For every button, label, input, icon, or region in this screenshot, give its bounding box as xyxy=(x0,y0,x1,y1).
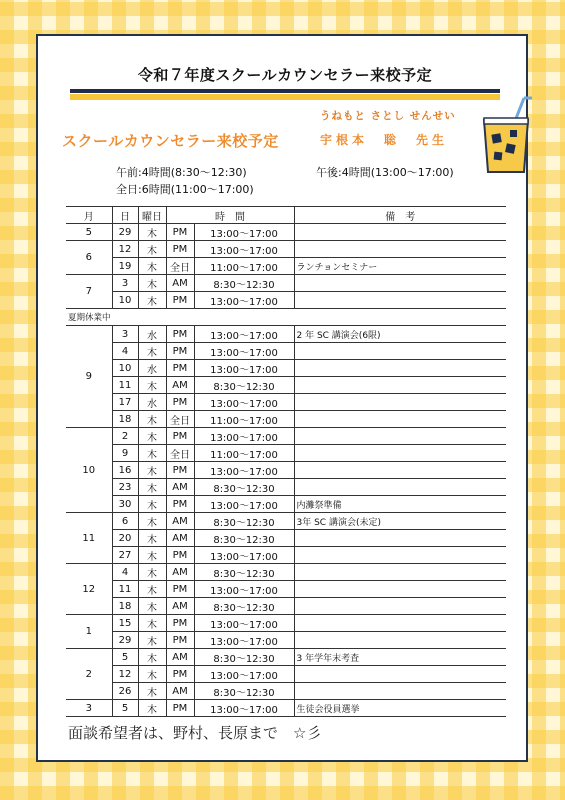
time-cell: 11:00～17:00 xyxy=(194,411,294,428)
day-cell: 15 xyxy=(112,615,138,632)
table-row xyxy=(66,683,506,700)
note-cell xyxy=(294,411,506,428)
time-cell: 8:30～12:30 xyxy=(194,530,294,547)
month-cell: 10 xyxy=(66,428,112,513)
weekday-cell: 木 xyxy=(138,615,166,632)
weekday-cell: 木 xyxy=(138,292,166,309)
period-cell: 全日 xyxy=(166,411,194,428)
time-cell: 13:00～17:00 xyxy=(194,462,294,479)
weekday-cell: 木 xyxy=(138,598,166,615)
period-cell: PM xyxy=(166,666,194,683)
note-cell xyxy=(294,343,506,360)
note-cell xyxy=(294,598,506,615)
day-cell: 2 xyxy=(112,428,138,445)
table-row xyxy=(66,615,506,632)
period-cell: PM xyxy=(166,632,194,649)
time-cell: 8:30～12:30 xyxy=(194,598,294,615)
weekday-cell: 木 xyxy=(138,632,166,649)
weekday-cell: 木 xyxy=(138,377,166,394)
table-row xyxy=(66,700,506,717)
header-weekday: 曜日 xyxy=(138,207,166,224)
time-cell: 8:30～12:30 xyxy=(194,377,294,394)
day-cell: 20 xyxy=(112,530,138,547)
table-row xyxy=(66,224,506,241)
note-cell xyxy=(294,547,506,564)
weekday-cell: 木 xyxy=(138,479,166,496)
period-cell: AM xyxy=(166,683,194,700)
table-row xyxy=(66,411,506,428)
day-cell: 30 xyxy=(112,496,138,513)
note-cell xyxy=(294,666,506,683)
weekday-cell: 木 xyxy=(138,258,166,275)
day-cell: 9 xyxy=(112,445,138,462)
header-day: 日 xyxy=(112,207,138,224)
period-cell: AM xyxy=(166,598,194,615)
weekday-cell: 木 xyxy=(138,530,166,547)
day-cell: 17 xyxy=(112,394,138,411)
time-cell: 13:00～17:00 xyxy=(194,394,294,411)
weekday-cell: 水 xyxy=(138,394,166,411)
time-cell: 13:00～17:00 xyxy=(194,428,294,445)
day-cell: 18 xyxy=(112,411,138,428)
note-cell xyxy=(294,394,506,411)
weekday-cell: 木 xyxy=(138,428,166,445)
header-time: 時 間 xyxy=(166,207,294,224)
month-cell: 6 xyxy=(66,241,112,275)
period-cell: PM xyxy=(166,360,194,377)
time-cell: 13:00～17:00 xyxy=(194,547,294,564)
period-cell: PM xyxy=(166,326,194,343)
note-cell xyxy=(294,445,506,462)
weekday-cell: 木 xyxy=(138,343,166,360)
header-notes: 備 考 xyxy=(294,207,506,224)
subtitle: スクールカウンセラー来校予定 xyxy=(62,132,279,150)
note-cell: 3 年学年末考査 xyxy=(294,649,506,666)
period-cell: PM xyxy=(166,241,194,258)
day-cell: 16 xyxy=(112,462,138,479)
day-cell: 27 xyxy=(112,547,138,564)
table-row xyxy=(66,377,506,394)
table-row xyxy=(66,564,506,581)
period-cell: PM xyxy=(166,581,194,598)
note-cell xyxy=(294,683,506,700)
time-cell: 13:00～17:00 xyxy=(194,241,294,258)
day-cell: 11 xyxy=(112,377,138,394)
time-cell: 13:00～17:00 xyxy=(194,360,294,377)
weekday-cell: 水 xyxy=(138,360,166,377)
day-cell: 10 xyxy=(112,360,138,377)
period-cell: AM xyxy=(166,275,194,292)
table-row xyxy=(66,241,506,258)
period-cell: AM xyxy=(166,564,194,581)
period-cell: AM xyxy=(166,530,194,547)
time-cell: 13:00～17:00 xyxy=(194,615,294,632)
weekday-cell: 木 xyxy=(138,496,166,513)
day-cell: 18 xyxy=(112,598,138,615)
iced-drink-icon xyxy=(480,94,532,178)
weekday-cell: 木 xyxy=(138,564,166,581)
section-label: 夏期休業中 xyxy=(66,309,112,326)
time-cell: 8:30～12:30 xyxy=(194,564,294,581)
weekday-cell: 木 xyxy=(138,462,166,479)
month-cell: 1 xyxy=(66,615,112,649)
note-cell: 生徒会役員選挙 xyxy=(294,700,506,717)
table-row xyxy=(66,292,506,309)
time-cell: 8:30～12:30 xyxy=(194,683,294,700)
note-cell xyxy=(294,632,506,649)
counselor-reading: うねもと さとし せんせい xyxy=(320,110,456,122)
weekday-cell: 木 xyxy=(138,513,166,530)
table-row xyxy=(66,530,506,547)
weekday-cell: 木 xyxy=(138,666,166,683)
table-row xyxy=(66,513,506,530)
note-cell: 内灘祭準備 xyxy=(294,496,506,513)
period-cell: 全日 xyxy=(166,258,194,275)
table-row xyxy=(66,343,506,360)
table-row xyxy=(66,649,506,666)
schedule-card xyxy=(36,34,528,762)
month-cell: 12 xyxy=(66,564,112,615)
table-row xyxy=(66,445,506,462)
note-cell xyxy=(294,462,506,479)
period-cell: PM xyxy=(166,615,194,632)
period-cell: PM xyxy=(166,394,194,411)
day-cell: 12 xyxy=(112,666,138,683)
weekday-cell: 水 xyxy=(138,326,166,343)
note-cell xyxy=(294,530,506,547)
weekday-cell: 木 xyxy=(138,241,166,258)
table-row xyxy=(66,479,506,496)
day-cell: 12 xyxy=(112,241,138,258)
period-cell: PM xyxy=(166,428,194,445)
weekday-cell: 木 xyxy=(138,411,166,428)
time-cell: 13:00～17:00 xyxy=(194,326,294,343)
time-cell: 8:30～12:30 xyxy=(194,275,294,292)
day-cell: 3 xyxy=(112,275,138,292)
am-hours: 午前:4時間(8:30～12:30) xyxy=(116,166,247,179)
month-cell: 3 xyxy=(66,700,112,717)
period-cell: AM xyxy=(166,513,194,530)
counselor-name: 宇根本 聡 先生 xyxy=(320,133,449,147)
month-cell: 5 xyxy=(66,224,112,241)
time-cell: 13:00～17:00 xyxy=(194,581,294,598)
period-cell: PM xyxy=(166,462,194,479)
table-row xyxy=(66,598,506,615)
note-cell: 2 年 SC 講演会(6限) xyxy=(294,326,506,343)
table-header-row xyxy=(66,207,506,224)
time-cell: 13:00～17:00 xyxy=(194,700,294,717)
weekday-cell: 木 xyxy=(138,445,166,462)
day-cell: 23 xyxy=(112,479,138,496)
time-cell: 8:30～12:30 xyxy=(194,649,294,666)
table-row xyxy=(66,666,506,683)
day-cell: 6 xyxy=(112,513,138,530)
time-cell: 13:00～17:00 xyxy=(194,496,294,513)
time-cell: 11:00～17:00 xyxy=(194,445,294,462)
day-cell: 3 xyxy=(112,326,138,343)
day-cell: 5 xyxy=(112,700,138,717)
table-row xyxy=(66,496,506,513)
month-cell: 7 xyxy=(66,275,112,309)
table-row xyxy=(66,581,506,598)
schedule-table xyxy=(66,206,506,717)
title-banner xyxy=(70,64,500,100)
period-cell: PM xyxy=(166,224,194,241)
note-cell xyxy=(294,615,506,632)
table-row xyxy=(66,326,506,343)
full-day-hours: 全日:6時間(11:00～17:00) xyxy=(116,183,254,196)
header-month: 月 xyxy=(66,207,112,224)
table-row xyxy=(66,258,506,275)
time-cell: 11:00～17:00 xyxy=(194,258,294,275)
title-underline-navy xyxy=(70,89,500,93)
period-cell: PM xyxy=(166,496,194,513)
period-cell: PM xyxy=(166,700,194,717)
page-title: 令和７年度スクールカウンセラー来校予定 xyxy=(137,66,433,84)
period-cell: 全日 xyxy=(166,445,194,462)
time-cell: 13:00～17:00 xyxy=(194,292,294,309)
weekday-cell: 木 xyxy=(138,547,166,564)
month-cell: 2 xyxy=(66,649,112,700)
note-cell xyxy=(294,360,506,377)
period-cell: PM xyxy=(166,547,194,564)
period-cell: AM xyxy=(166,649,194,666)
time-cell: 13:00～17:00 xyxy=(194,632,294,649)
weekday-cell: 木 xyxy=(138,581,166,598)
section-row xyxy=(66,309,506,326)
note-cell xyxy=(294,428,506,445)
time-cell: 13:00～17:00 xyxy=(194,343,294,360)
time-cell: 8:30～12:30 xyxy=(194,513,294,530)
note-cell xyxy=(294,479,506,496)
day-cell: 29 xyxy=(112,224,138,241)
title-underline-yellow xyxy=(70,94,500,100)
table-row xyxy=(66,547,506,564)
day-cell: 11 xyxy=(112,581,138,598)
time-cell: 8:30～12:30 xyxy=(194,479,294,496)
section-filler xyxy=(112,309,506,326)
day-cell: 4 xyxy=(112,343,138,360)
month-cell: 11 xyxy=(66,513,112,564)
schedule-body xyxy=(66,224,506,717)
day-cell: 5 xyxy=(112,649,138,666)
time-cell: 13:00～17:00 xyxy=(194,224,294,241)
note-cell xyxy=(294,292,506,309)
day-cell: 10 xyxy=(112,292,138,309)
month-cell: 9 xyxy=(66,326,112,428)
note-cell xyxy=(294,564,506,581)
table-row xyxy=(66,275,506,292)
contact-note: 面談希望者は、野村、長原まで ☆彡 xyxy=(68,724,322,742)
table-row xyxy=(66,462,506,479)
period-cell: AM xyxy=(166,479,194,496)
table-row xyxy=(66,360,506,377)
note-cell xyxy=(294,377,506,394)
day-cell: 26 xyxy=(112,683,138,700)
period-cell: PM xyxy=(166,292,194,309)
weekday-cell: 木 xyxy=(138,275,166,292)
time-cell: 13:00～17:00 xyxy=(194,666,294,683)
day-cell: 19 xyxy=(112,258,138,275)
weekday-cell: 木 xyxy=(138,683,166,700)
table-row xyxy=(66,632,506,649)
weekday-cell: 木 xyxy=(138,700,166,717)
period-cell: AM xyxy=(166,377,194,394)
note-cell xyxy=(294,224,506,241)
note-cell xyxy=(294,581,506,598)
table-row xyxy=(66,394,506,411)
period-cell: PM xyxy=(166,343,194,360)
note-cell xyxy=(294,241,506,258)
note-cell: ランチョンセミナー xyxy=(294,258,506,275)
note-cell: 3年 SC 講演会(未定) xyxy=(294,513,506,530)
note-cell xyxy=(294,275,506,292)
weekday-cell: 木 xyxy=(138,224,166,241)
day-cell: 4 xyxy=(112,564,138,581)
weekday-cell: 木 xyxy=(138,649,166,666)
pm-hours: 午後:4時間(13:00～17:00) xyxy=(316,166,454,179)
day-cell: 29 xyxy=(112,632,138,649)
table-row xyxy=(66,428,506,445)
